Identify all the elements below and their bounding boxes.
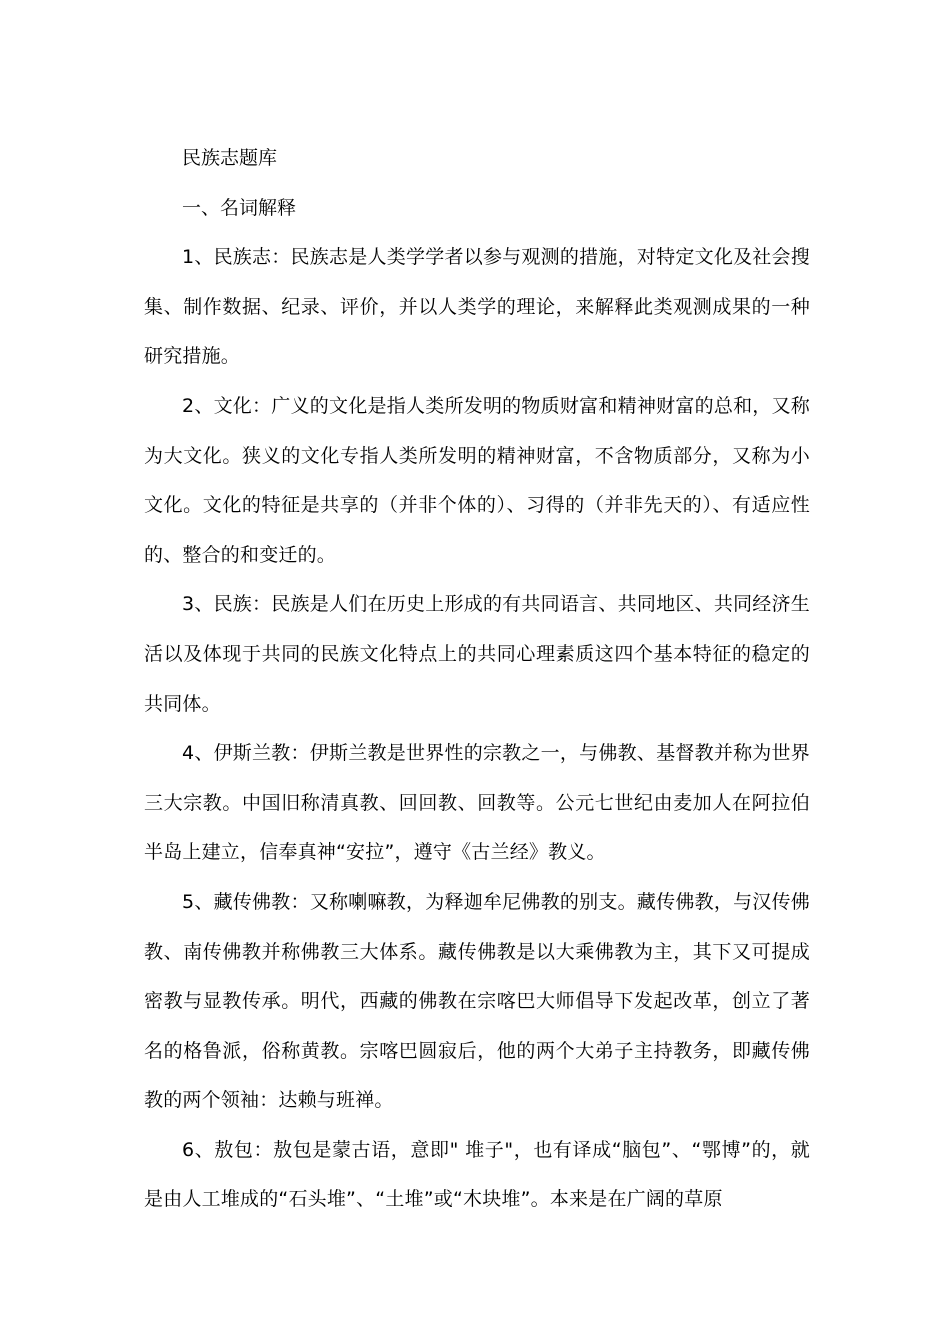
definition-ethnography: 1、民族志：民族志是人类学学者以参与观测的措施，对特定文化及社会搜集、制作数据、纪录、评价，并以人类学的理论，来解释此类观测成果的一种研究措施。 — [144, 246, 810, 368]
definition-nation: 3、民族：民族是人们在历史上形成的有共同语言、共同地区、共同经济生活以及体现于共同的民族文化特点上的共同心理素质这四个基本特征的稳定的共同体。 — [144, 593, 810, 715]
definition-culture: 2、文化：广义的文化是指人类所发明的物质财富和精神财富的总和，又称为大文化。狭义的文化专指人类所发明的精神财富，不含物质部分，又称为小文化。文化的特征是共享的（并非个体的）、习得的（并非先天的）、有适应性的、整合的和变迁的。 — [144, 394, 810, 566]
document-body — [144, 134, 810, 1225]
section-heading: 一、名词解释 — [182, 196, 297, 219]
definition-tibetan-buddhism: 5、藏传佛教：又称喇嘛教，为释迦牟尼佛教的别支。藏传佛教，与汉传佛教、南传佛教并称佛教三大体系。藏传佛教是以大乘佛教为主，其下又可提成密教与显教传承。明代，西藏的佛教在宗喀巴大师倡导下发起改革，创立了著名的格鲁派，俗称黄教。宗喀巴圆寂后，他的两个大弟子主持教务，即藏传佛教的两个领袖：达赖与班禅。 — [144, 890, 810, 1112]
definition-obo: 6、敖包：敖包是蒙古语，意即" 堆子"，也有译成“脑包”、“鄂博”的，就是由人工堆成的“石头堆”、“土堆”或“木块堆”。本来是在广阔的草原 — [144, 1138, 810, 1211]
definition-islam: 4、伊斯兰教：伊斯兰教是世界性的宗教之一，与佛教、基督教并称为世界三大宗教。中国旧称清真教、回回教、回教等。公元七世纪由麦加人在阿拉伯半岛上建立，信奉真神“安拉”，遵守《古兰经》教义。 — [144, 742, 810, 864]
document-title: 民族志题库 — [182, 147, 278, 169]
